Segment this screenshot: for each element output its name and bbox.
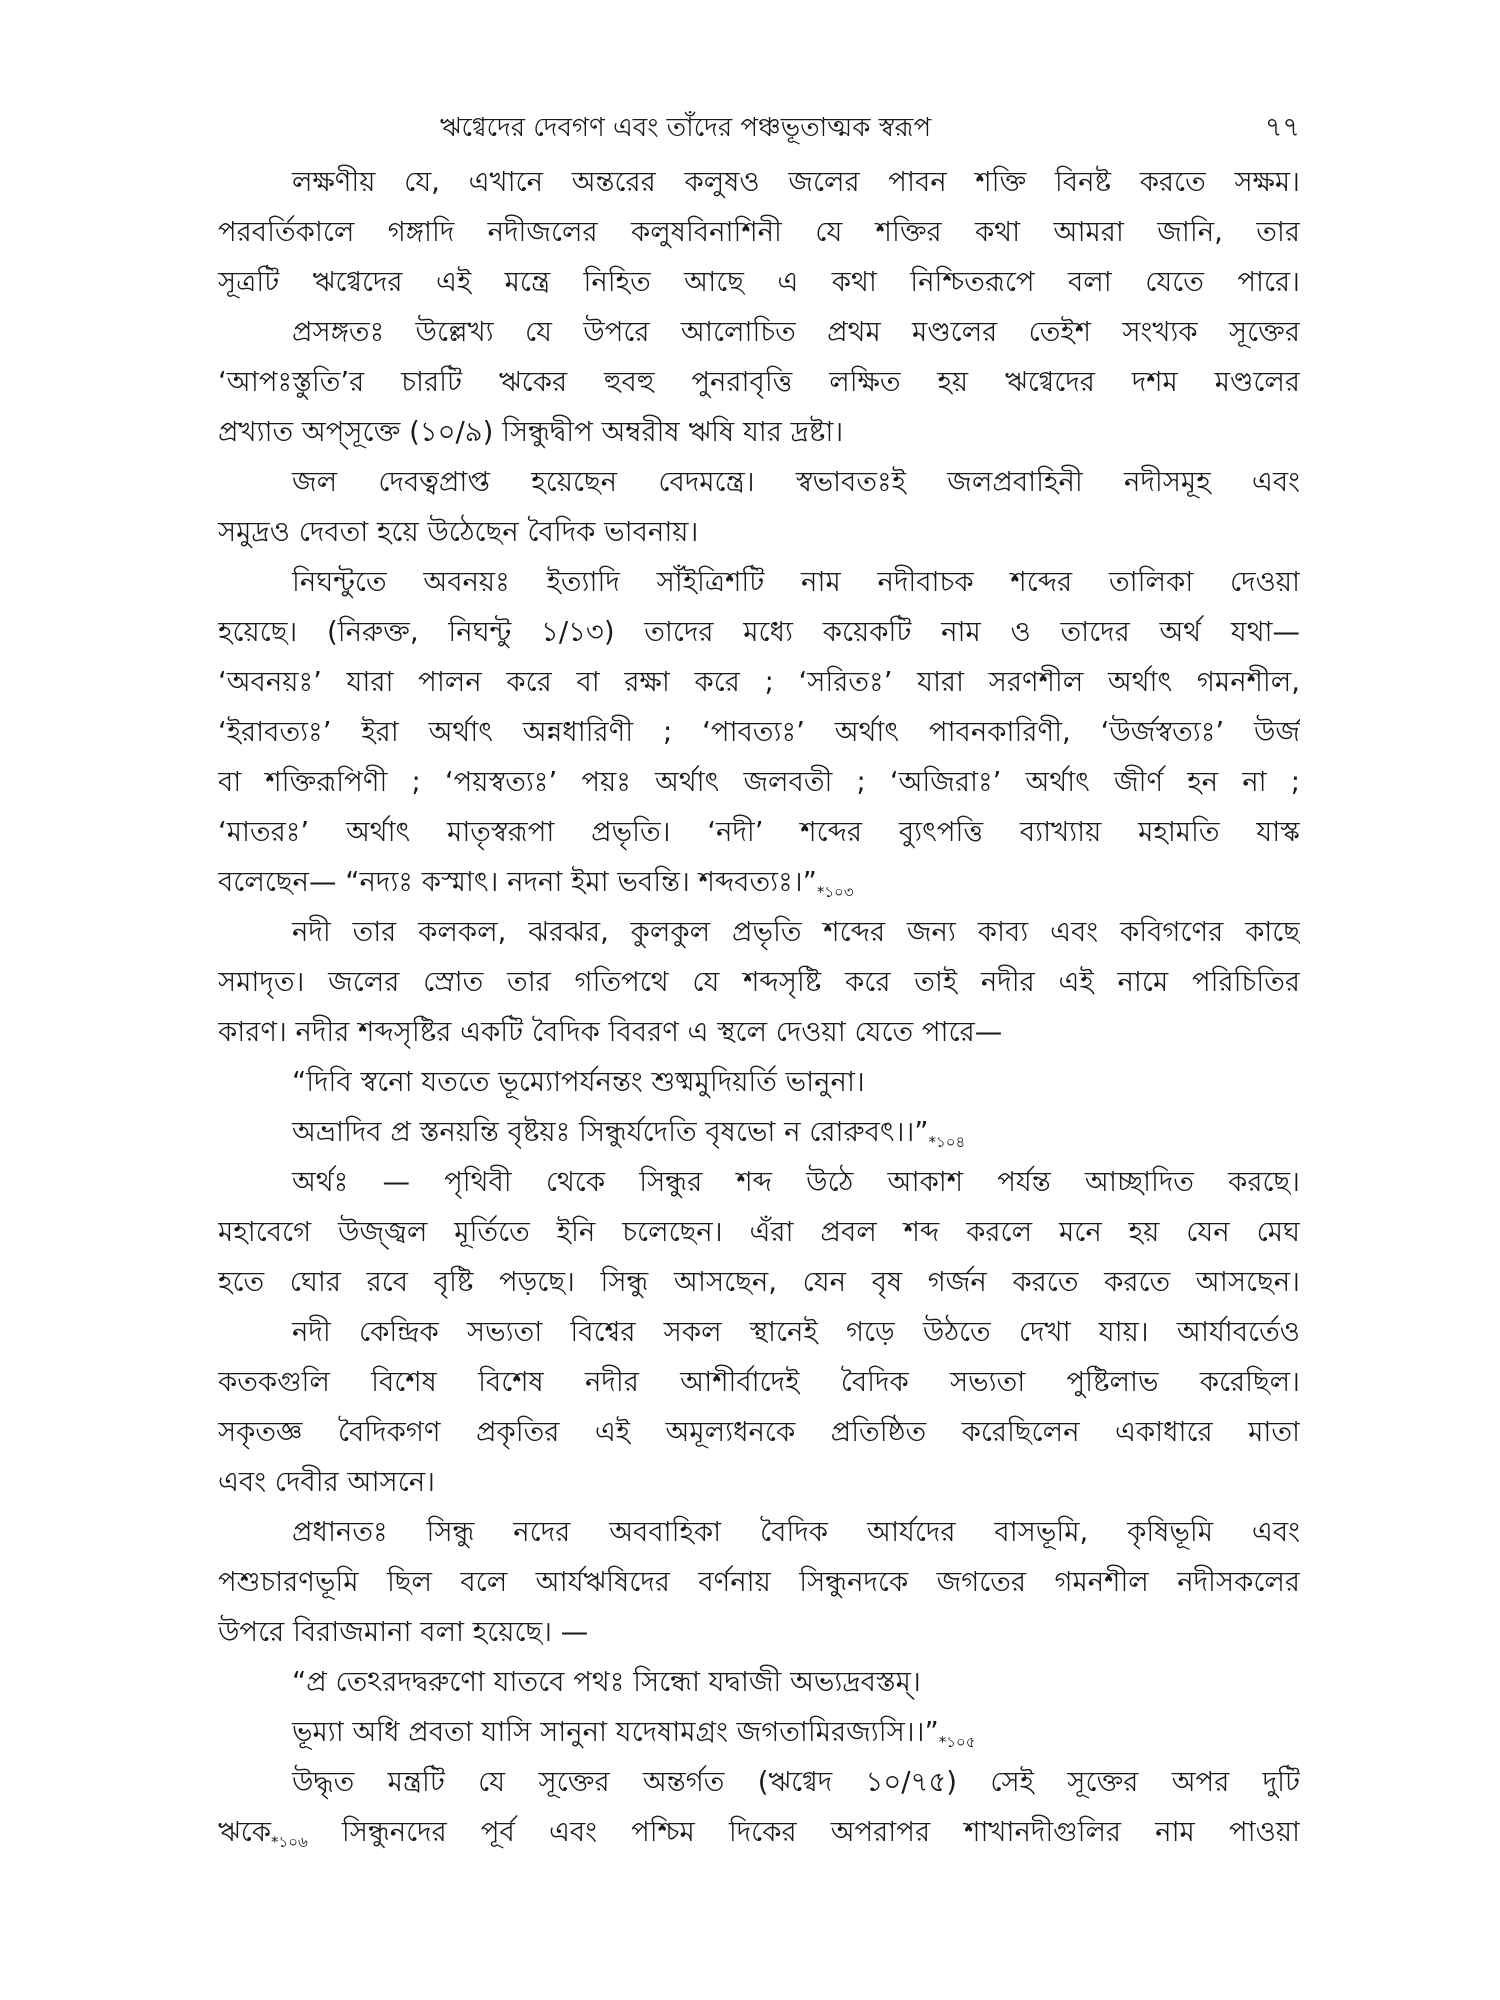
verse-line: ভূম্যা অধি প্রবতা যাসি সানুনা যদেষামগ্রং $জগতামিরজ্যসি।।”_{*১০৫}$ [292, 1716, 976, 1751]
text-line: ‘আপঃস্তুতি’র চারটি ঋকের হুবহু পুনরাবৃত্তি লক্ষিত হয় ঋগ্বেদের দশম মণ্ডলের [218, 366, 1300, 398]
text-line: হয়েছে। (নিরুক্ত, নিঘন্টু ১/১৩) তাদের মধ্যে কয়েকটি নাম ও তাদের অর্থ যথা— [218, 616, 1300, 648]
text-line: বা শক্তিরূপিণী ; ‘পয়স্বত্যঃ’ পয়ঃ অর্থাৎ জলবতী ; ‘অজিরাঃ’ অর্থাৎ জীর্ণ হন না ; [218, 766, 1300, 798]
page-header [440, 108, 1300, 152]
text-line: মহাবেগে উজ্জ্বল মূর্তিতে ইনি চলেছেন। এঁরা প্রবল শব্দ করলে মনে হয় যেন মেঘ [218, 1216, 1300, 1248]
text-line: এবং দেবীর আসনে। [218, 1466, 435, 1498]
text-line: লক্ষণীয় যে, এখানে অন্তরের কলুষও জলের পাবন শক্তি বিনষ্ট করতে সক্ষম। [292, 166, 1300, 198]
text-line: পশুচারণভূমি ছিল বলে আর্যঋষিদের বর্ণনায় সিন্ধুনদকে জগতের গমনশীল নদীসকলের [218, 1566, 1300, 1598]
text-line: সমাদৃত। জলের স্রোত তার গতিপথে যে শব্দসৃষ্টি করে তাই নদীর এই নামে পরিচিতির [218, 966, 1300, 998]
text-line: নিঘন্টুতে অবনয়ঃ ইত্যাদি সাঁইত্রিশটি নাম নদীবাচক শব্দের তালিকা দেওয়া [292, 566, 1300, 598]
text-line: ‘অবনয়ঃ’ যারা পালন করে বা রক্ষা করে ; ‘সরিতঃ’ যারা সরণশীল অর্থাৎ গমনশীল, [218, 666, 1300, 698]
text-line: সূত্রটি ঋগ্বেদের এই মন্ত্রে নিহিত আছে এ কথা নিশ্চিতরূপে বলা যেতে পারে। [218, 266, 1300, 298]
text-line: $ঋকে_{*১০৬}$ সিন্ধুনদের পূর্ব এবং পশ্চিম দিকের অপরাপর শাখানদীগুলির নাম পাওয়া [218, 1816, 1300, 1851]
text-line: কারণ। নদীর শব্দসৃষ্টির একটি বৈদিক বিবরণ এ স্থলে দেওয়া যেতে পারে— [218, 1016, 1003, 1048]
text-line: নদী তার কলকল, ঝরঝর, কুলকুল প্রভৃতি শব্দের জন্য কাব্য এবং কবিগণের কাছে [292, 916, 1300, 948]
running-title: ঋগ্বেদের দেবগণ এবং তাঁদের পঞ্চভূতাত্মক স্বরূপ [440, 113, 932, 143]
verse-line: “প্র তেঽরদদ্বরুণো যাতবে পথঃ সিন্ধো যদ্বাজী অভ্যদ্রবস্তম্‌। [292, 1666, 921, 1698]
text-line: উদ্ধৃত মন্ত্রটি যে সূক্তের অন্তর্গত (ঋগ্বেদ ১০/৭৫) সেই সূক্তের অপর দুটি [292, 1766, 1300, 1798]
text-line: ‘মাতরঃ’ অর্থাৎ মাতৃস্বরূপা প্রভৃতি। ‘নদী’ শব্দের ব্যুৎপত্তি ব্যাখ্যায় মহামতি যাস্ক [218, 816, 1300, 848]
footnote-marker: *১০৬ [271, 1833, 308, 1851]
verse-line: “দিবি স্বনো যততে ভূম্যোপর্যনন্তং শুষ্মমুদিয়র্তি ভানুনা। [292, 1066, 865, 1098]
page-number: ৭৭ [1264, 112, 1300, 143]
text-line: প্রখ্যাত অপ্‌সূক্তে (১০/৯) সিন্ধুদ্বীপ অম্বরীষ ঋষি যার দ্রষ্টা। [218, 416, 844, 448]
text-line: হতে ঘোর রবে বৃষ্টি পড়ছে। সিন্ধু আসছেন, যেন বৃষ গর্জন করতে করতে আসছেন। [218, 1266, 1300, 1298]
text-line: সকৃতজ্ঞ বৈদিকগণ প্রকৃতির এই অমূল্যধনকে প্রতিষ্ঠিত করেছিলেন একাধারে মাতা [218, 1416, 1300, 1448]
footnote-marker: *১০৪ [928, 1133, 966, 1151]
text-line: কতকগুলি বিশেষ বিশেষ নদীর আশীর্বাদেই বৈদিক সভ্যতা পুষ্টিলাভ করেছিল। [218, 1366, 1300, 1398]
verse-line: অভ্রাদিব প্র স্তনয়ন্তি বৃষ্টয়ঃ সিন্ধুর্যদেতি বৃষভো ন $রোরুবৎ।।”_{*১০৪}$ [292, 1116, 966, 1151]
text-line: প্রসঙ্গতঃ উল্লেখ্য যে উপরে আলোচিত প্রথম মণ্ডলের তেইশ সংখ্যক সূক্তের [292, 316, 1300, 348]
text-line: পরবর্তিকালে গঙ্গাদি নদীজলের কলুষবিনাশিনী যে শক্তির কথা আমরা জানি, তার [218, 216, 1300, 248]
text-line: উপরে বিরাজমানা বলা হয়েছে। — [218, 1616, 589, 1648]
text-line: সমুদ্রও দেবতা হয়ে উঠেছেন বৈদিক ভাবনায়। [218, 516, 699, 548]
text-line: অর্থঃ — পৃথিবী থেকে সিন্ধুর শব্দ উঠে আকাশ পর্যন্ত আচ্ছাদিত করছে। [292, 1166, 1300, 1198]
body-text [218, 157, 1300, 1857]
text-line: প্রধানতঃ সিন্ধু নদের অববাহিকা বৈদিক আর্যদের বাসভূমি, কৃষিভূমি এবং [292, 1516, 1300, 1548]
footnote-marker: *১০৫ [938, 1733, 976, 1751]
footnote-marker: *১০৩ [816, 883, 854, 901]
text-line: জল দেবত্বপ্রাপ্ত হয়েছেন বেদমন্ত্রে। স্বভাবতঃই জলপ্রবাহিনী নদীসমূহ এবং [292, 466, 1300, 498]
text-line: ‘ইরাবত্যঃ’ ইরা অর্থাৎ অন্নধারিণী ; ‘পাবত্যঃ’ অর্থাৎ পাবনকারিণী, ‘উর্জস্বত্যঃ’ উর্জ [218, 716, 1300, 748]
text-line: নদী কেন্দ্রিক সভ্যতা বিশ্বের সকল স্থানেই গড়ে উঠতে দেখা যায়। আর্যাবর্তেও [292, 1316, 1300, 1348]
text-line: বলেছেন— “নদ্যঃ কস্মাৎ। নদনা ইমা ভবন্তি। $শব্দবত্যঃ।”_{*১০৩}$ [218, 866, 854, 901]
